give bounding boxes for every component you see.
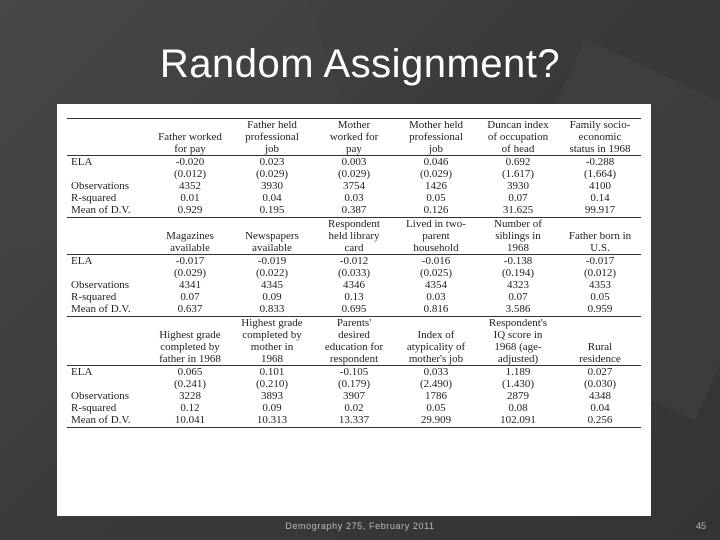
column-header: professional <box>245 131 299 143</box>
column-header: Newspapers <box>245 230 299 242</box>
column-header <box>149 218 231 231</box>
table-cell: 0.929 <box>177 204 203 216</box>
header-row <box>67 230 641 242</box>
table-cell: 1.189 <box>477 366 559 379</box>
table-cell: (0.022) <box>255 267 289 279</box>
row-label: ELA <box>67 366 149 379</box>
table-row <box>67 303 641 317</box>
table-cell: 0.14 <box>590 192 610 204</box>
table-cell: 2879 <box>507 390 529 402</box>
column-header: pay <box>346 143 362 155</box>
table-cell: 4354 <box>425 279 447 291</box>
table-row <box>67 168 641 180</box>
table-cell: 0.03 <box>426 291 446 303</box>
table-cell: (0.033) <box>337 267 371 279</box>
row-label: Mean of D.V. <box>71 414 131 426</box>
column-header: 1968 <box>261 353 283 365</box>
table-cell: 0.003 <box>313 156 395 169</box>
row-label <box>67 317 149 330</box>
table-cell: 0.08 <box>508 402 528 414</box>
column-header: education for <box>324 341 384 353</box>
row-label <box>67 230 149 242</box>
row-label: Observations <box>71 279 130 291</box>
table-row <box>67 156 641 169</box>
table-cell: -0.020 <box>149 156 231 169</box>
table-cell: 0.126 <box>423 204 449 216</box>
table-cell: 0.833 <box>259 303 285 315</box>
column-header: card <box>344 242 364 254</box>
table-image-panel <box>57 104 651 516</box>
column-header: atypicality of <box>406 341 466 353</box>
row-label <box>67 168 149 180</box>
header-row <box>67 341 641 353</box>
table-cell: (0.012) <box>173 168 207 180</box>
column-header: professional <box>409 131 463 143</box>
column-header: of occupation <box>487 131 549 143</box>
table-cell: 3930 <box>507 180 529 192</box>
table-cell: 3893 <box>261 390 283 402</box>
column-header: father in 1968 <box>159 353 221 365</box>
table-cell: 0.027 <box>559 366 641 379</box>
table-cell: 0.065 <box>149 366 231 379</box>
row-label: ELA <box>67 156 149 169</box>
column-header: parent <box>422 230 450 242</box>
table-row <box>67 390 641 402</box>
table-cell: -0.288 <box>559 156 641 169</box>
header-row <box>67 131 641 143</box>
column-header: Respondent <box>313 218 395 231</box>
table-cell: 13.337 <box>338 414 370 426</box>
table-cell: 0.07 <box>180 291 200 303</box>
column-header: mother in <box>250 341 294 353</box>
table-cell: 4100 <box>589 180 611 192</box>
table-cell: (0.029) <box>337 168 371 180</box>
table-cell: 4341 <box>179 279 201 291</box>
table-cell: (1.617) <box>501 168 535 180</box>
row-label <box>67 267 149 279</box>
column-header: status in 1968 <box>569 143 631 155</box>
row-label <box>67 329 149 341</box>
column-header: Father held <box>231 119 313 132</box>
column-header: worked for <box>329 131 379 143</box>
row-label <box>67 119 149 132</box>
column-header: economic <box>578 131 622 143</box>
column-header: desired <box>338 329 370 341</box>
table-cell: 0.04 <box>262 192 282 204</box>
row-label <box>67 218 149 231</box>
table-cell: 0.05 <box>426 192 446 204</box>
column-header <box>395 317 477 330</box>
column-header: Respondent's <box>477 317 559 330</box>
table-cell: (0.210) <box>255 378 289 390</box>
slide-footer: Demography 275, February 2011 <box>285 521 435 531</box>
table-row <box>67 291 641 303</box>
row-label <box>67 353 149 366</box>
column-header: Lived in two- <box>395 218 477 231</box>
column-header: Highest grade <box>231 317 313 330</box>
table-row <box>67 255 641 268</box>
table-row <box>67 279 641 291</box>
column-header <box>559 218 641 231</box>
table-cell: -0.012 <box>313 255 395 268</box>
column-header <box>559 317 641 330</box>
row-label <box>67 143 149 156</box>
column-header: Number of <box>477 218 559 231</box>
table-cell: 0.07 <box>508 192 528 204</box>
table-row <box>67 402 641 414</box>
row-label: Observations <box>71 180 130 192</box>
column-header: job <box>428 143 444 155</box>
table-cell: (0.025) <box>419 267 453 279</box>
table-row <box>67 414 641 428</box>
header-row <box>67 218 641 231</box>
column-header: Rural <box>587 341 613 353</box>
table-row <box>67 180 641 192</box>
column-header: IQ score in <box>493 329 543 341</box>
table-cell: 4348 <box>589 390 611 402</box>
header-row <box>67 329 641 341</box>
row-label: Mean of D.V. <box>71 204 131 216</box>
row-label: R-squared <box>71 192 117 204</box>
table-cell: 10.041 <box>174 414 206 426</box>
table-body <box>67 119 641 429</box>
column-header <box>231 218 313 231</box>
column-header: available <box>170 242 210 254</box>
column-header: mother's job <box>408 353 464 365</box>
table-cell: 0.07 <box>508 291 528 303</box>
table-cell: 0.12 <box>180 402 200 414</box>
table-bottom-rule <box>67 428 641 429</box>
table-cell: 4353 <box>589 279 611 291</box>
table-cell: 0.04 <box>590 402 610 414</box>
header-row <box>67 119 641 132</box>
column-header: completed by <box>242 329 302 341</box>
column-header: for pay <box>174 143 206 155</box>
table-cell: (2.490) <box>419 378 453 390</box>
table-cell: 0.637 <box>177 303 203 315</box>
header-row <box>67 353 641 366</box>
row-label <box>67 242 149 255</box>
table-cell: 3228 <box>179 390 201 402</box>
table-cell: (1.664) <box>583 168 617 180</box>
table-cell: -0.017 <box>559 255 641 268</box>
column-header: available <box>252 242 292 254</box>
column-header: siblings in <box>495 230 541 242</box>
table-cell: (0.029) <box>173 267 207 279</box>
header-row <box>67 317 641 330</box>
column-header: Father born in <box>568 230 632 242</box>
table-row <box>67 267 641 279</box>
table-cell: 102.091 <box>500 414 536 426</box>
column-header: Parents' <box>313 317 395 330</box>
table-row <box>67 192 641 204</box>
slide-title: Random Assignment? <box>159 42 561 86</box>
table-cell: -0.016 <box>395 255 477 268</box>
table-cell: 1426 <box>425 180 447 192</box>
table-cell: (0.029) <box>255 168 289 180</box>
table-cell: 0.046 <box>395 156 477 169</box>
table-cell: 29.909 <box>420 414 452 426</box>
table-cell: 31.625 <box>502 204 534 216</box>
table-cell: 0.033 <box>395 366 477 379</box>
table-cell: 0.02 <box>344 402 364 414</box>
table-cell: (0.012) <box>583 267 617 279</box>
column-header: Father worked <box>158 131 222 143</box>
table-cell: (0.029) <box>419 168 453 180</box>
regression-table <box>67 118 641 428</box>
row-label: Observations <box>71 390 130 402</box>
table-cell: (0.030) <box>583 378 617 390</box>
column-header: completed by <box>160 341 220 353</box>
table-cell: 10.313 <box>256 414 288 426</box>
row-label: ELA <box>67 255 149 268</box>
table-row <box>67 204 641 218</box>
table-cell: 0.256 <box>587 414 613 426</box>
column-header: Highest grade <box>159 329 221 341</box>
header-row <box>67 242 641 255</box>
row-label <box>67 131 149 143</box>
table-cell: 0.03 <box>344 192 364 204</box>
table-cell: 0.01 <box>180 192 200 204</box>
table-cell: 4352 <box>179 180 201 192</box>
table-cell: 3.586 <box>505 303 531 315</box>
table-cell: -0.105 <box>313 366 395 379</box>
column-header <box>149 119 231 132</box>
column-header: respondent <box>329 353 379 365</box>
column-header <box>149 317 231 330</box>
table-cell: 3754 <box>343 180 365 192</box>
table-row <box>67 366 641 379</box>
table-cell: 0.816 <box>423 303 449 315</box>
table-cell: 0.09 <box>262 402 282 414</box>
column-header: held library <box>328 230 380 242</box>
column-header: Family socio- <box>559 119 641 132</box>
table-cell: 0.692 <box>477 156 559 169</box>
row-label <box>67 378 149 390</box>
column-header: U.S. <box>590 242 610 254</box>
table-cell: -0.019 <box>231 255 313 268</box>
table-cell: (0.179) <box>337 378 371 390</box>
table-cell: 3907 <box>343 390 365 402</box>
table-cell: 0.387 <box>341 204 367 216</box>
column-header: 1968 <box>507 242 529 254</box>
table-cell: 0.959 <box>587 303 613 315</box>
table-row <box>67 378 641 390</box>
row-label: R-squared <box>71 291 117 303</box>
column-header: Mother held <box>395 119 477 132</box>
table-cell: 1786 <box>425 390 447 402</box>
column-header: of head <box>501 143 535 155</box>
table-cell: (1.430) <box>501 378 535 390</box>
row-label: R-squared <box>71 402 117 414</box>
table-cell: 0.09 <box>262 291 282 303</box>
table-cell: 4345 <box>261 279 283 291</box>
table-cell: 4323 <box>507 279 529 291</box>
table-cell: -0.017 <box>149 255 231 268</box>
header-row <box>67 143 641 156</box>
column-header: household <box>413 242 459 254</box>
page-number: 45 <box>695 521 706 531</box>
table-cell: -0.138 <box>477 255 559 268</box>
row-label <box>67 341 149 353</box>
column-header: Magazines <box>166 230 214 242</box>
column-header <box>559 329 641 341</box>
table-cell: 0.195 <box>259 204 285 216</box>
column-header: Index of <box>417 329 455 341</box>
table-cell: 3930 <box>261 180 283 192</box>
column-header: Mother <box>313 119 395 132</box>
column-header: 1968 (age- <box>494 341 542 353</box>
table-cell: 0.05 <box>426 402 446 414</box>
table-cell: 0.13 <box>344 291 364 303</box>
table-cell: 0.05 <box>590 291 610 303</box>
table-cell: (0.241) <box>173 378 207 390</box>
column-header: residence <box>579 353 621 365</box>
table-cell: 99.917 <box>584 204 616 216</box>
table-cell: 0.101 <box>231 366 313 379</box>
column-header: job <box>264 143 280 155</box>
table-cell: 4346 <box>343 279 365 291</box>
table-cell: (0.194) <box>501 267 535 279</box>
table-cell: 0.023 <box>231 156 313 169</box>
row-label: Mean of D.V. <box>71 303 131 315</box>
column-header: Duncan index <box>477 119 559 132</box>
table-cell: 0.695 <box>341 303 367 315</box>
column-header: adjusted) <box>497 353 539 365</box>
